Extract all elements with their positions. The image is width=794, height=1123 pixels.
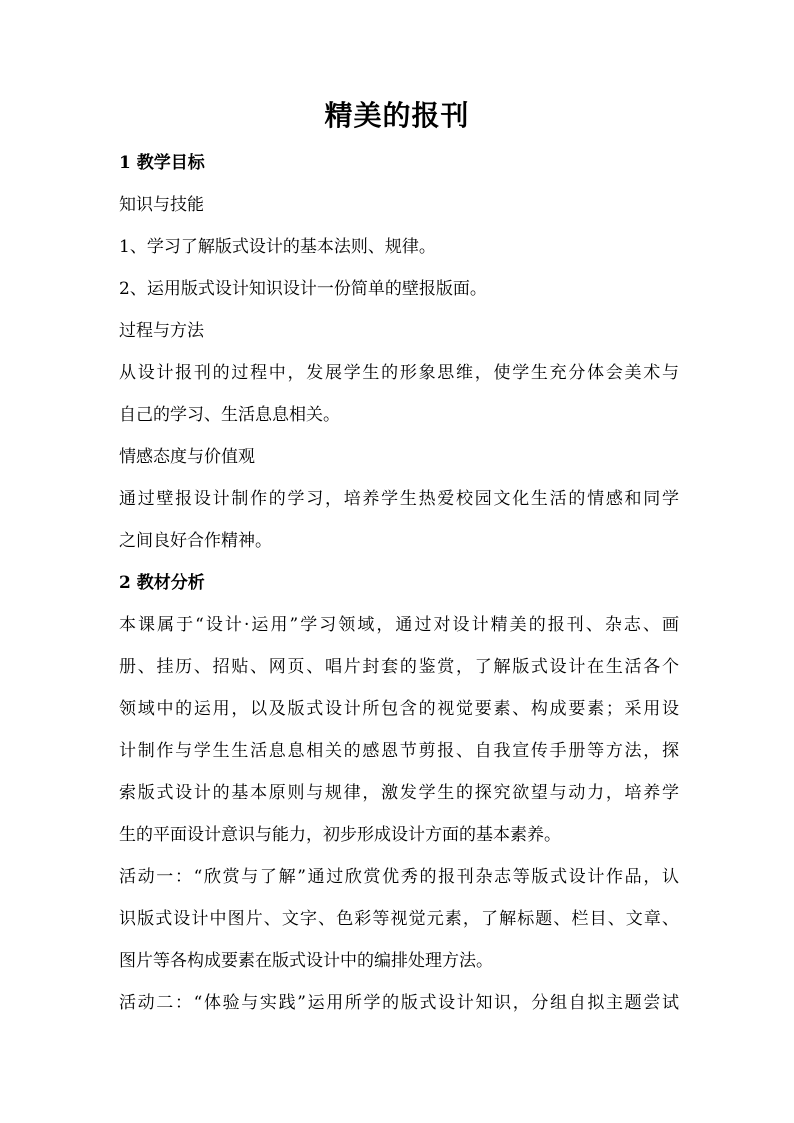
subheading: 知识与技能 bbox=[119, 195, 204, 215]
paragraph-line: 图片等各构成要素在版式设计中的编排处理方法。 bbox=[119, 951, 493, 971]
paragraph-line: 索版式设计的基本原则与规律，激发学生的探究欲望与动力，培养学 bbox=[119, 783, 679, 803]
paragraph-line: 识版式设计中图片、文字、色彩等视觉元素，了解标题、栏目、文章、 bbox=[119, 909, 679, 929]
document-title: 精美的报刊 bbox=[324, 99, 470, 132]
paragraph-line: 计制作与学生生活息息相关的感恩节剪报、自我宣传手册等方法，探 bbox=[119, 741, 679, 761]
paragraph-line: 1、学习了解版式设计的基本法则、规律。 bbox=[119, 237, 436, 257]
subheading: 过程与方法 bbox=[119, 321, 204, 341]
section-heading: 2 教材分析 bbox=[119, 573, 205, 593]
paragraph-line: 活动二：“体验与实践”运用所学的版式设计知识，分组自拟主题尝试 bbox=[119, 993, 679, 1013]
paragraph-line: 生的平面设计意识与能力，初步形成设计方面的基本素养。 bbox=[119, 825, 561, 845]
document-body bbox=[119, 142, 679, 1024]
paragraph-line: 从设计报刊的过程中，发展学生的形象思维，使学生充分体会美术与 bbox=[119, 363, 679, 383]
paragraph-line: 领域中的运用，以及版式设计所包含的视觉要素、构成要素；采用设 bbox=[119, 699, 679, 719]
paragraph-line: 本课属于“设计·运用”学习领域，通过对设计精美的报刊、杂志、画 bbox=[119, 615, 679, 635]
paragraph-line: 通过壁报设计制作的学习，培养学生热爱校园文化生活的情感和同学 bbox=[119, 489, 679, 509]
section-heading: 1 教学目标 bbox=[119, 153, 205, 173]
paragraph-line: 之间良好合作精神。 bbox=[119, 531, 272, 551]
paragraph-line: 活动一：“欣赏与了解”通过欣赏优秀的报刊杂志等版式设计作品，认 bbox=[119, 867, 679, 887]
paragraph-line: 册、挂历、招贴、网页、唱片封套的鉴赏，了解版式设计在生活各个 bbox=[119, 657, 679, 677]
paragraph-line: 2、运用版式设计知识设计一份简单的壁报版面。 bbox=[119, 279, 487, 299]
paragraph-line: 自己的学习、生活息息相关。 bbox=[119, 405, 340, 425]
subheading: 情感态度与价值观 bbox=[119, 447, 255, 467]
